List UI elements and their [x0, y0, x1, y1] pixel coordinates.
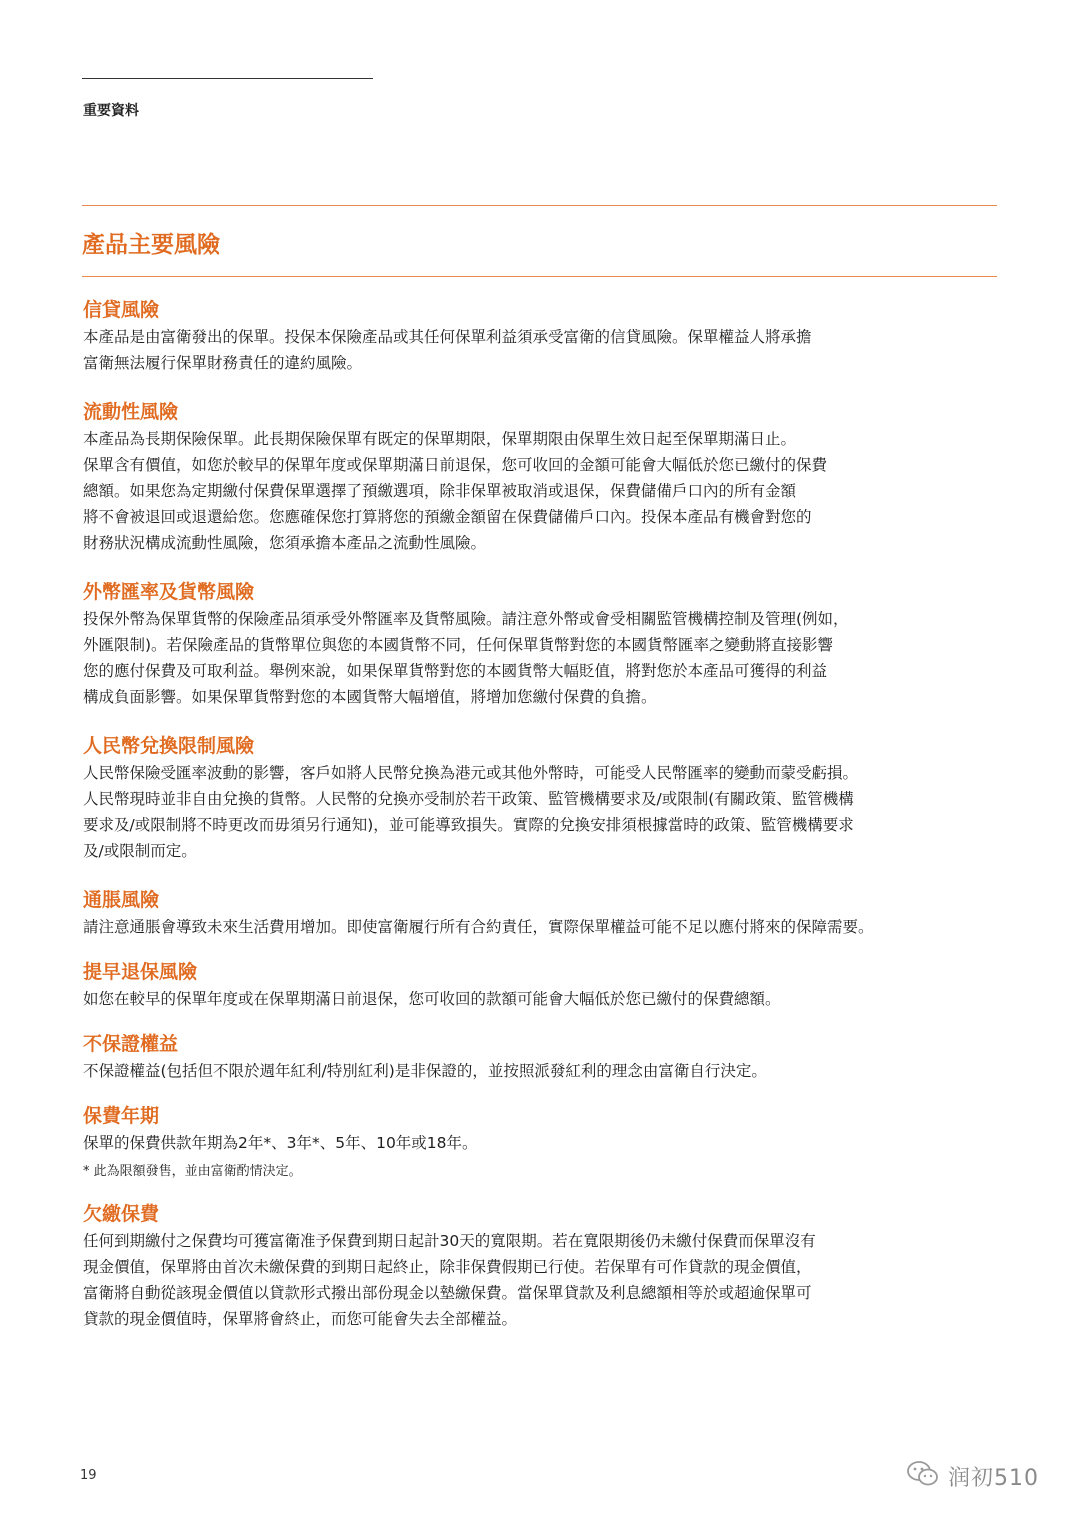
- section-text-line: 要求及/或限制將不時更改而毋須另行通知)，並可能導致損失。實際的兌換安排須根據當時的政策、監管機構要求: [83, 816, 854, 834]
- section-text-line: 及/或限制而定。: [83, 842, 197, 860]
- section-text-line: 如您在較早的保單年度或在保單期滿日前退保，您可收回的款額可能會大幅低於您已繳付的保費總額。: [83, 990, 781, 1008]
- wechat-icon: [906, 1460, 940, 1492]
- section-text-line: 總額。如果您為定期繳付保費保單選擇了預繳選項，除非保單被取消或退保，保費儲備戶口內的所有金額: [83, 482, 797, 500]
- section-title: 欠繳保費: [83, 1203, 160, 1225]
- section-text-line: 富衛無法履行保單財務責任的違約風險。: [83, 354, 363, 372]
- section-text-line: 貸款的現金價值時，保單將會終止，而您可能會失去全部權益。: [83, 1310, 518, 1328]
- watermark: [906, 1460, 1039, 1492]
- risk-section: [83, 1030, 1013, 1084]
- risk-section: [83, 578, 1013, 710]
- risk-section: [83, 398, 1013, 556]
- section-text-line: 構成負面影響。如果保單貨幣對您的本國貨幣大幅增值，將增加您繳付保費的負擔。: [83, 688, 657, 706]
- section-text-line: 不保證權益(包括但不限於週年紅利/特別紅利)是非保證的，並按照派發紅利的理念由富衛自行決定。: [83, 1062, 767, 1080]
- section-text-line: 您的應付保費及可取利益。舉例來說，如果保單貨幣對您的本國貨幣大幅貶值，將對您於本產品可獲得的利益: [83, 662, 828, 680]
- risk-section: [83, 886, 1013, 940]
- section-text-line: 現金價值，保單將由首次未繳保費的到期日起終止，除非保費假期已行使。若保單有可作貸款的現金價值，: [83, 1258, 812, 1276]
- section-text-line: 保單含有價值，如您於較早的保單年度或保單期滿日前退保，您可收回的金額可能會大幅低於您已繳付的保費: [83, 456, 828, 474]
- section-text-line: 任何到期繳付之保費均可獲富衛准予保費到期日起計30天的寬限期。若在寬限期後仍未繳付保費而保單沒有: [83, 1232, 816, 1250]
- section-text-line: 人民幣現時並非自由兌換的貨幣。人民幣的兌換亦受制於若干政策、監管機構要求及/或限制(有關政策、監管機構: [83, 790, 854, 808]
- section-title: 保費年期: [83, 1105, 160, 1127]
- section-title: 外幣匯率及貨幣風險: [83, 581, 255, 603]
- section-text-line: 財務狀況構成流動性風險，您須承擔本產品之流動性風險。: [83, 534, 487, 552]
- watermark-text: 润初510: [948, 1465, 1039, 1491]
- section-title: 信貸風險: [83, 299, 160, 321]
- section-title: 提早退保風險: [83, 961, 198, 983]
- section-text-line: 本產品為長期保險保單。此長期保險保單有既定的保單期限，保單期限由保單生效日起至保單期滿日止。: [83, 430, 797, 448]
- section-text-line: 投保外幣為保單貨幣的保險產品須承受外幣匯率及貨幣風險。請注意外幣或會受相關監管機構控制及管理(例如，: [83, 610, 849, 628]
- section-title: 流動性風險: [83, 401, 179, 423]
- risk-section: [83, 296, 1013, 376]
- section-text-line: 本產品是由富衛發出的保單。投保本保險產品或其任何保單利益須承受富衛的信貸風險。保單權益人將承擔: [83, 328, 812, 346]
- top-divider: [82, 78, 373, 79]
- page-title: 產品主要風險: [82, 232, 220, 258]
- title-top-divider: [82, 205, 997, 206]
- section-title: 通脹風險: [83, 889, 160, 911]
- section-text-line: 外匯限制)。若保險產品的貨幣單位與您的本國貨幣不同，任何保單貨幣對您的本國貨幣匯率之變動將直接影響: [83, 636, 834, 654]
- risk-section: [83, 732, 1013, 864]
- risk-section: [83, 1200, 1013, 1332]
- risk-section: [83, 1102, 1013, 1182]
- risk-sections: [83, 296, 1013, 1332]
- section-title: 不保證權益: [83, 1033, 179, 1055]
- footnote: * 此為限額發售，並由富衛酌情決定。: [83, 1164, 302, 1179]
- risk-section: [83, 958, 1013, 1012]
- page-number: 19: [80, 1468, 97, 1483]
- section-text-line: 人民幣保險受匯率波動的影響，客戶如將人民幣兌換為港元或其他外幣時，可能受人民幣匯率的變動而蒙受虧損。: [83, 764, 859, 782]
- section-text-line: 請注意通脹會導致未來生活費用增加。即使富衛履行所有合約責任，實際保單權益可能不足以應付將來的保障需要。: [83, 918, 874, 936]
- section-title: 人民幣兌換限制風險: [83, 735, 255, 757]
- section-text-line: 將不會被退回或退還給您。您應確保您打算將您的預繳金額留在保費儲備戶口內。投保本產品有機會對您的: [83, 508, 812, 526]
- section-text-line: 富衛將自動從該現金價值以貸款形式撥出部份現金以墊繳保費。當保單貸款及利息總額相等於或超逾保單可: [83, 1284, 812, 1302]
- header-label: 重要資料: [83, 103, 139, 119]
- title-bottom-divider: [82, 276, 997, 277]
- section-text-line: 保單的保費供款年期為2年*、3年*、5年、10年或18年。: [83, 1134, 478, 1152]
